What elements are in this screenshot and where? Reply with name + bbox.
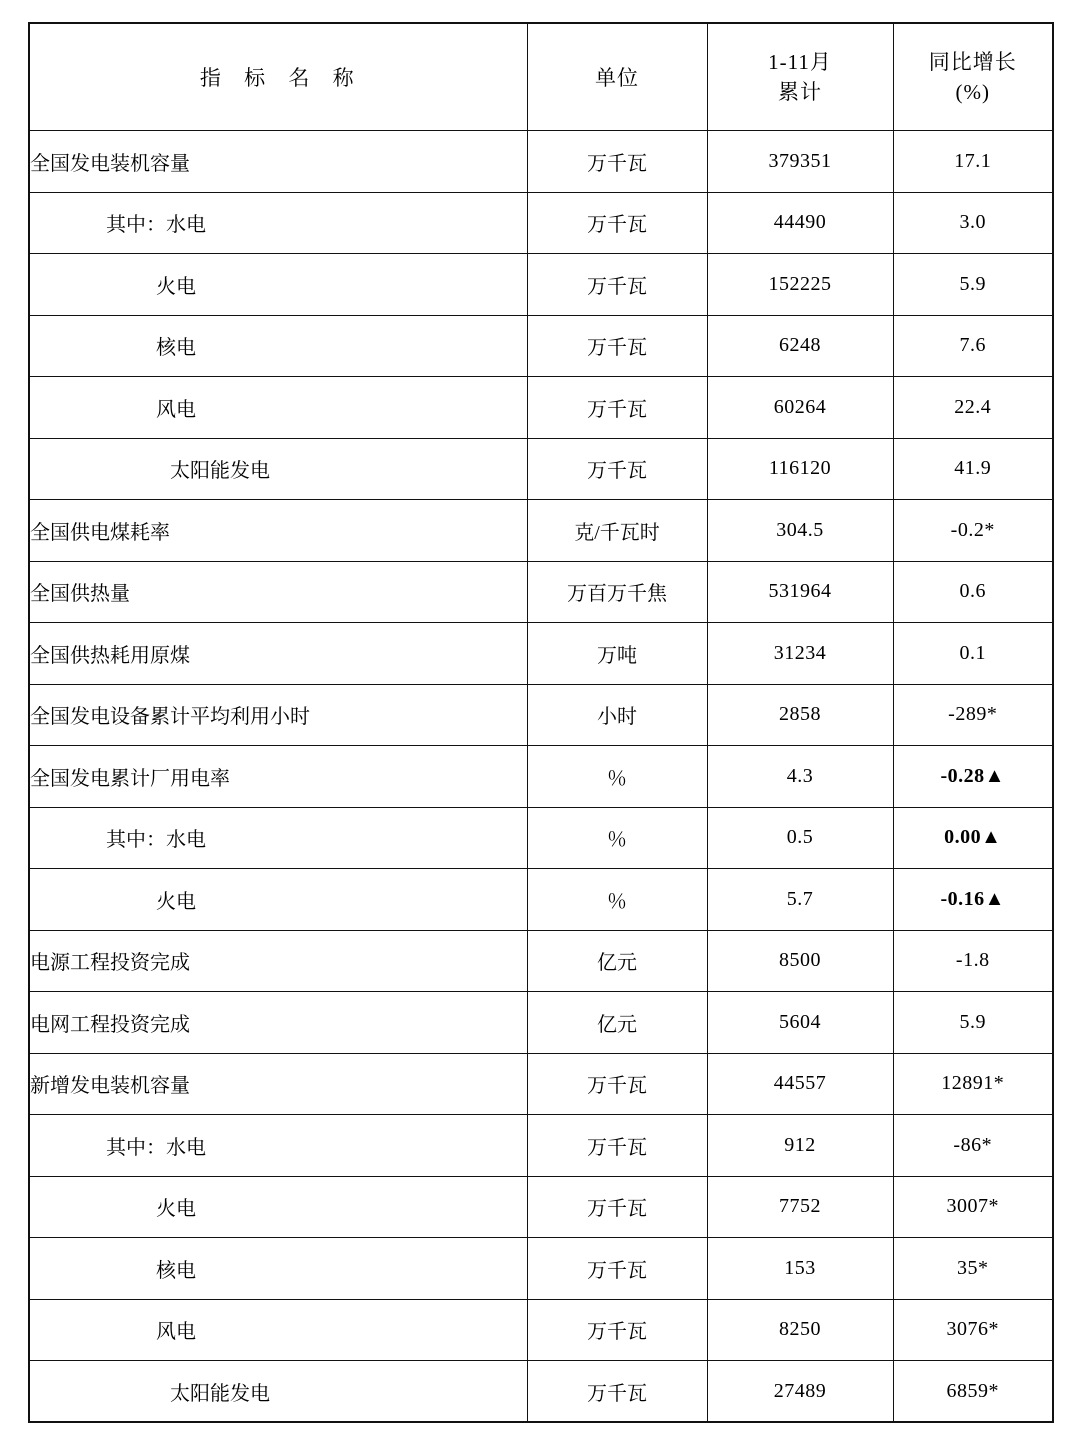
column-header-yoy-line2: (%)	[955, 80, 990, 104]
cell-yoy-value: 5.9	[893, 254, 1053, 316]
cell-unit: 万千瓦	[527, 315, 707, 377]
cell-yoy-value: 3076*	[893, 1299, 1053, 1361]
table-row	[29, 807, 1053, 869]
cell-unit: 克/千瓦时	[527, 500, 707, 562]
cell-yoy-value: 0.6	[893, 561, 1053, 623]
cell-indicator-name: 火电	[29, 1176, 527, 1238]
cell-cumulative-value: 153	[707, 1238, 893, 1300]
table-body	[29, 131, 1053, 1423]
cell-indicator-name: 其中：水电	[29, 192, 527, 254]
cell-cumulative-value: 8250	[707, 1299, 893, 1361]
cell-indicator-name: 全国供热量	[29, 561, 527, 623]
cell-cumulative-value: 6248	[707, 315, 893, 377]
cell-indicator-name: 全国供热耗用原煤	[29, 623, 527, 685]
header-row	[29, 23, 1053, 131]
cell-unit: 万千瓦	[527, 1238, 707, 1300]
table-row	[29, 254, 1053, 316]
table-row	[29, 992, 1053, 1054]
column-header-yoy-line1: 同比增长	[928, 49, 1017, 74]
cell-yoy-value: 5.9	[893, 992, 1053, 1054]
cell-unit: 万千瓦	[527, 254, 707, 316]
table-row	[29, 561, 1053, 623]
cell-unit: 万千瓦	[527, 1115, 707, 1177]
cell-cumulative-value: 44557	[707, 1053, 893, 1115]
cell-indicator-name: 火电	[29, 254, 527, 316]
cell-unit: 亿元	[527, 992, 707, 1054]
column-header-cumulative-line2: 累计	[778, 80, 822, 104]
cell-cumulative-value: 152225	[707, 254, 893, 316]
cell-unit: ％	[527, 869, 707, 931]
cell-unit: 万千瓦	[527, 1176, 707, 1238]
cell-cumulative-value: 912	[707, 1115, 893, 1177]
cell-cumulative-value: 60264	[707, 377, 893, 439]
table-row	[29, 1238, 1053, 1300]
cell-yoy-value: 7.6	[893, 315, 1053, 377]
table-row	[29, 1115, 1053, 1177]
cell-cumulative-value: 27489	[707, 1361, 893, 1423]
cell-cumulative-value: 5.7	[707, 869, 893, 931]
cell-indicator-name: 全国发电累计厂用电率	[29, 746, 527, 808]
cell-cumulative-value: 304.5	[707, 500, 893, 562]
table-row	[29, 500, 1053, 562]
cell-indicator-name: 全国发电装机容量	[29, 131, 527, 193]
cell-indicator-name: 电网工程投资完成	[29, 992, 527, 1054]
cell-unit: 万千瓦	[527, 1361, 707, 1423]
cell-unit: 亿元	[527, 930, 707, 992]
cell-cumulative-value: 4.3	[707, 746, 893, 808]
cell-yoy-value: 3.0	[893, 192, 1053, 254]
cell-yoy-value: 6859*	[893, 1361, 1053, 1423]
cell-unit: 万千瓦	[527, 438, 707, 500]
cell-unit: 万千瓦	[527, 1053, 707, 1115]
table-row	[29, 746, 1053, 808]
cell-indicator-name: 风电	[29, 1299, 527, 1361]
cell-indicator-name: 全国发电设备累计平均利用小时	[29, 684, 527, 746]
cell-unit: 万千瓦	[527, 1299, 707, 1361]
table-row	[29, 377, 1053, 439]
cell-indicator-name: 风电	[29, 377, 527, 439]
column-header-cumulative-line1: 1-11月	[768, 49, 832, 74]
table-row	[29, 684, 1053, 746]
table-row	[29, 438, 1053, 500]
cell-cumulative-value: 8500	[707, 930, 893, 992]
table-row	[29, 315, 1053, 377]
cell-unit: 万千瓦	[527, 377, 707, 439]
table-row	[29, 131, 1053, 193]
cell-unit: 万吨	[527, 623, 707, 685]
cell-yoy-value: -86*	[893, 1115, 1053, 1177]
cell-indicator-name: 其中：水电	[29, 807, 527, 869]
cell-cumulative-value: 5604	[707, 992, 893, 1054]
cell-yoy-value: -0.16▲	[893, 869, 1053, 931]
cell-yoy-value: 17.1	[893, 131, 1053, 193]
cell-indicator-name: 太阳能发电	[29, 1361, 527, 1423]
cell-yoy-value: 22.4	[893, 377, 1053, 439]
cell-unit: 万千瓦	[527, 131, 707, 193]
cell-yoy-value: 12891*	[893, 1053, 1053, 1115]
table-row	[29, 1361, 1053, 1423]
column-header-indicator-name: 指 标 名 称	[29, 23, 527, 131]
cell-yoy-value: 0.1	[893, 623, 1053, 685]
column-header-yoy	[893, 23, 1053, 131]
power-statistics-table	[28, 22, 1054, 1423]
cell-cumulative-value: 0.5	[707, 807, 893, 869]
table-row	[29, 192, 1053, 254]
cell-cumulative-value: 7752	[707, 1176, 893, 1238]
column-header-unit: 单位	[527, 23, 707, 131]
cell-cumulative-value: 2858	[707, 684, 893, 746]
cell-yoy-value: -1.8	[893, 930, 1053, 992]
cell-yoy-value: 3007*	[893, 1176, 1053, 1238]
cell-indicator-name: 电源工程投资完成	[29, 930, 527, 992]
cell-unit: 万千瓦	[527, 192, 707, 254]
cell-yoy-value: 0.00▲	[893, 807, 1053, 869]
cell-yoy-value: -289*	[893, 684, 1053, 746]
table-header	[29, 23, 1053, 131]
table-row	[29, 623, 1053, 685]
cell-cumulative-value: 531964	[707, 561, 893, 623]
cell-cumulative-value: 31234	[707, 623, 893, 685]
cell-unit: 小时	[527, 684, 707, 746]
cell-yoy-value: -0.2*	[893, 500, 1053, 562]
cell-indicator-name: 全国供电煤耗率	[29, 500, 527, 562]
cell-yoy-value: 35*	[893, 1238, 1053, 1300]
cell-cumulative-value: 44490	[707, 192, 893, 254]
cell-indicator-name: 其中：水电	[29, 1115, 527, 1177]
cell-indicator-name: 核电	[29, 315, 527, 377]
table-row	[29, 1299, 1053, 1361]
cell-indicator-name: 太阳能发电	[29, 438, 527, 500]
table-row	[29, 869, 1053, 931]
cell-unit: ％	[527, 746, 707, 808]
cell-unit: 万百万千焦	[527, 561, 707, 623]
column-header-cumulative	[707, 23, 893, 131]
cell-unit: ％	[527, 807, 707, 869]
table-row	[29, 930, 1053, 992]
cell-indicator-name: 新增发电装机容量	[29, 1053, 527, 1115]
cell-cumulative-value: 116120	[707, 438, 893, 500]
cell-indicator-name: 火电	[29, 869, 527, 931]
table-row	[29, 1176, 1053, 1238]
cell-cumulative-value: 379351	[707, 131, 893, 193]
cell-yoy-value: 41.9	[893, 438, 1053, 500]
table-row	[29, 1053, 1053, 1115]
cell-indicator-name: 核电	[29, 1238, 527, 1300]
cell-yoy-value: -0.28▲	[893, 746, 1053, 808]
